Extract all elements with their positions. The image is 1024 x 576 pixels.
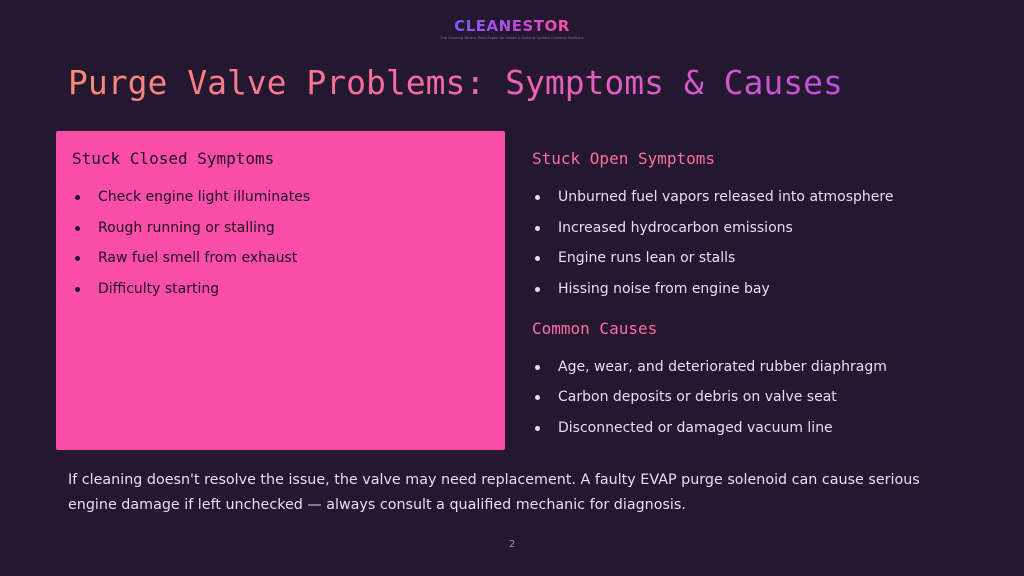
list-item (532, 387, 972, 407)
right-column (532, 149, 972, 448)
list-item-text: Rough running or stalling (98, 219, 275, 236)
bullet-icon (535, 365, 540, 370)
brand-logo (0, 16, 1024, 41)
bullet-icon (535, 195, 540, 200)
logo-wordmark: CLEANESTOR (454, 17, 570, 35)
list-item-text: Engine runs lean or stalls (558, 250, 736, 266)
bullet-icon (535, 395, 540, 400)
bullet-icon (535, 426, 540, 431)
list-item (532, 279, 972, 299)
bullet-icon (75, 226, 80, 231)
list-item (72, 279, 489, 299)
common-causes-list (532, 357, 972, 438)
list-item-text: Disconnected or damaged vacuum line (558, 419, 833, 436)
stuck-closed-card (56, 131, 505, 450)
bullet-icon (75, 256, 80, 261)
stuck-closed-heading: Stuck Closed Symptoms (72, 149, 275, 168)
list-item (532, 187, 972, 207)
bullet-icon (535, 226, 540, 231)
page-title: Purge Valve Problems: Symptoms & Causes (68, 60, 843, 106)
bullet-icon (75, 195, 80, 200)
logo-tagline: The Cleaning Device Parts Expert for Intake & Exhaust System Cleaning Solutions (440, 36, 584, 40)
stuck-open-section (532, 149, 972, 299)
list-item (72, 248, 489, 268)
list-item-text: Raw fuel smell from exhaust (98, 250, 298, 266)
list-item-text: Hissing noise from engine bay (558, 280, 770, 297)
common-causes-section (532, 319, 972, 438)
list-item (72, 218, 489, 238)
list-item (72, 187, 489, 207)
stuck-closed-list (72, 187, 489, 299)
bullet-icon (535, 256, 540, 261)
list-item-text: Carbon deposits or debris on valve seat (558, 389, 837, 405)
list-item-text: Age, wear, and deteriorated rubber diaphragm (558, 358, 887, 375)
stuck-open-heading: Stuck Open Symptoms (532, 149, 716, 168)
list-item-text: Difficulty starting (98, 280, 220, 297)
footer-note: If cleaning doesn't resolve the issue, the valve may need replacement. A faulty EVAP purge solenoid can cause serious engine damage if left unchecked — always consult a qualified mechanic for diagnosis. (68, 472, 920, 513)
bullet-icon (535, 287, 540, 292)
list-item (532, 248, 972, 268)
list-item-text: Unburned fuel vapors released into atmosphere (558, 189, 894, 205)
bullet-icon (75, 287, 80, 292)
list-item-text: Increased hydrocarbon emissions (558, 219, 793, 236)
stuck-open-list (532, 187, 972, 299)
list-item (532, 357, 972, 377)
list-item (532, 218, 972, 238)
common-causes-heading: Common Causes (532, 318, 658, 338)
list-item-text: Check engine light illuminates (98, 189, 311, 205)
page-number: 2 (508, 539, 516, 550)
list-item (532, 418, 972, 438)
